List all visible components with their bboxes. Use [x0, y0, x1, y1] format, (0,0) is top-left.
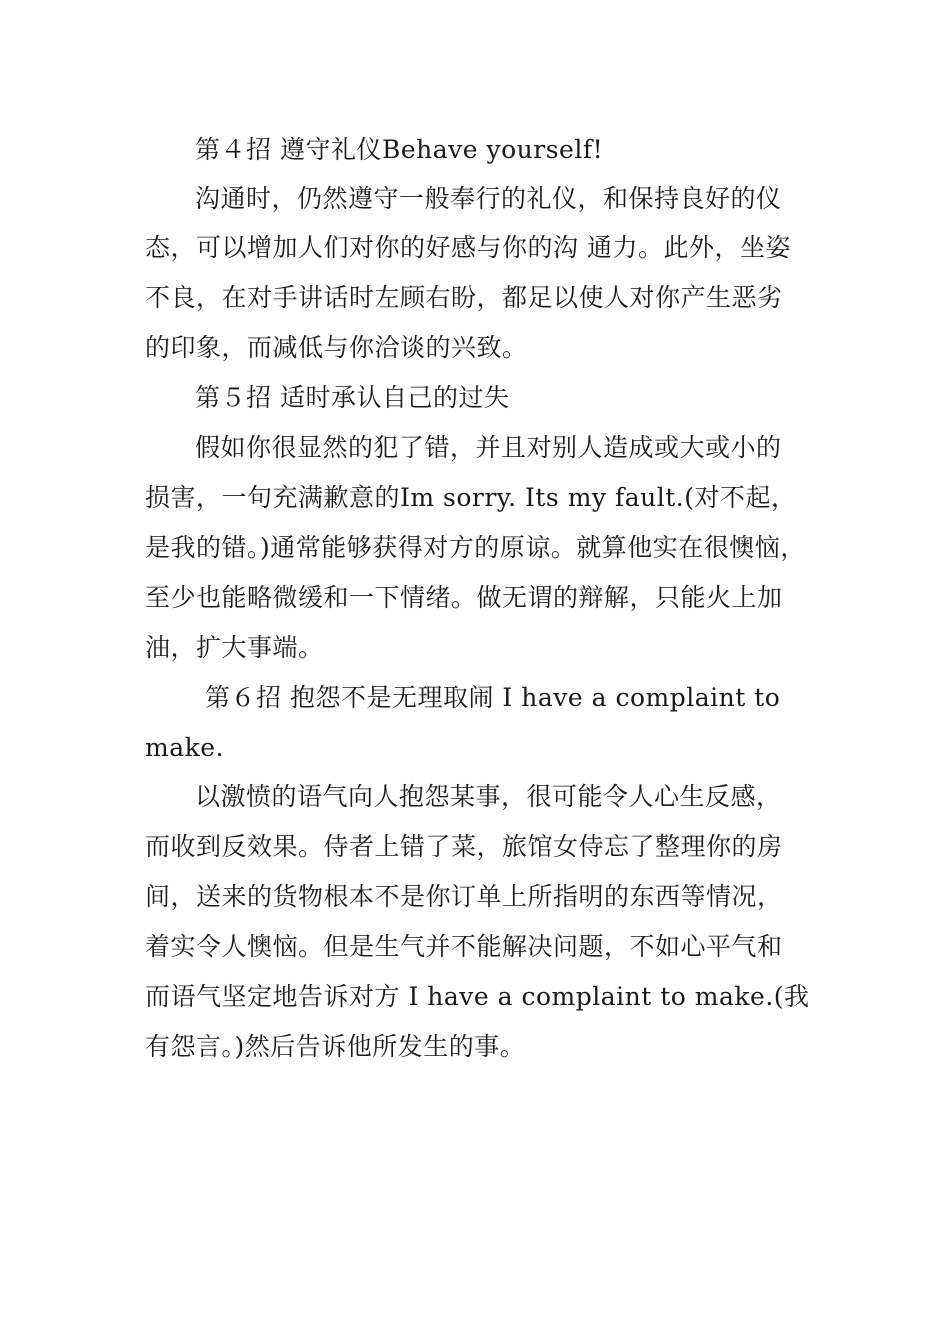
paragraph-line: 间，送来的货物根本不是你订单上所指明的东西等情况， [145, 882, 783, 911]
paragraph-line: 态，可以增加人们对你的好感与你的沟 通力。此外，坐姿 [145, 233, 791, 262]
paragraph-line: 着实令人懊恼。但是生气并不能解决问题，不如心平气和 [145, 932, 783, 961]
section-6-heading: 第６招 抱怨不是无理取闹 I have a complaint to [205, 683, 781, 712]
paragraph-line: 有怨言。)然后告诉他所发生的事。 [145, 1032, 526, 1061]
paragraph-line: 损害，一句充满歉意的Im sorry. Its my fault.(对不起， [145, 483, 797, 512]
paragraph-line: 而语气坚定地告诉对方 I have a complaint to make.(我 [145, 982, 810, 1011]
paragraph-line: 是我的错。)通常能够获得对方的原谅。就算他实在很懊恼， [145, 533, 806, 562]
paragraph-line: 油，扩大事端。 [145, 633, 324, 662]
paragraph-line: 而收到反效果。侍者上错了菜，旅馆女侍忘了整理你的房 [145, 832, 783, 861]
paragraph-line: 的印象，而减低与你洽谈的兴致。 [145, 333, 528, 362]
paragraph-line: 沟通时，仍然遵守一般奉行的礼仪，和保持良好的仪 [195, 184, 782, 213]
section-6-heading-continued: make. [145, 733, 225, 762]
section-4-heading: 第４招 遵守礼仪Behave yourself! [195, 135, 604, 164]
section-5-heading: 第５招 适时承认自己的过失 [195, 383, 510, 412]
paragraph-line: 至少也能略微缓和一下情绪。做无谓的辩解，只能火上加 [145, 583, 783, 612]
paragraph-line: 假如你很显然的犯了错，并且对别人造成或大或小的 [195, 433, 782, 462]
paragraph-line: 以激愤的语气向人抱怨某事，很可能令人心生反感， [195, 782, 782, 811]
paragraph-line: 不良，在对手讲话时左顾右盼，都足以使人对你产生恶劣 [145, 283, 783, 312]
